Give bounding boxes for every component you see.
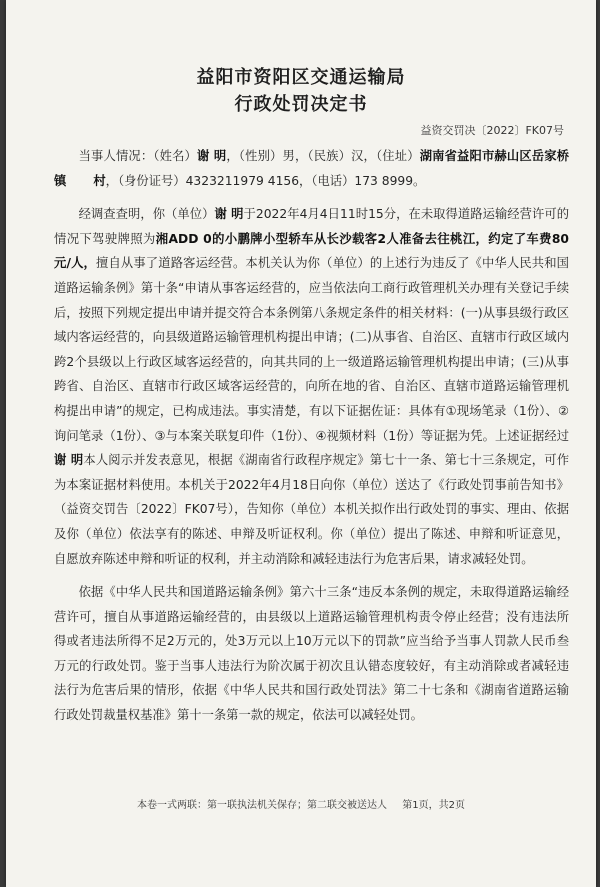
page-number: 第1页，共2页 — [402, 800, 465, 811]
party-label: 当事人情况：（姓名） — [78, 149, 198, 163]
vehicle-plate-text: 湘ADD 0的小鹏牌小型轿车从长沙载客2人准备去往桃江，约定了车费80元/人， — [54, 231, 569, 271]
investigation-text-3: 擅自从事了道路客运经营。本机关认为你（单位）的上述行为违反了《中华人民共和国道路运输条例》第十条“申请从事客运经营的，应当依法向工商行政管理机关办理有关登记手续后，按照下列规定提出申请并提交符合本条例第八条规定条件的相关材料：(一)从事县级行政区域内客运经营的，向县级道路运输管理机构提出申请；(二)从事省、自治区、直辖市行政区域内跨2个县级以上行政区域客运经营的，向其共同的上一级道路运输管理机构提出申请；(三)从事跨省、自治区、直辖市行政区域客运经营的，向所在地的省、自治区、直辖市道路运输管理机构提出申请”的规定，已构成违法。事实清楚，有以下证据佐证：具体有①现场笔录（1份）、②询问笔录（1份）、③与本案关联复印件（1份）、④视频材料（1份）等证据为凭。上述证据经过 — [54, 256, 569, 443]
legal-basis-paragraph: 依据《中华人民共和国道路运输条例》第六十三条“违反本条例的规定，未取得道路运输经营许可，擅自从事道路运输经营的，由县级以上道路运输管理机构责令停止经营；没有违法所得或者违法所得不足2万元的，处3万元以上10万元以下的罚款”应当给予当事人罚款人民币叁万元的行政处罚。鉴于当事人违法行为阶次属于初次且认错态度较好，有主动消除或者减轻违法行为危害后果的情形，依据《中华人民共和国行政处罚法》第二十七条和《湖南省道路运输行政处罚裁量权基准》第十一条第一款的规定，依法可以减轻处罚。 — [54, 585, 569, 723]
party-info-paragraph — [54, 144, 569, 193]
party-name: 谢 明 — [197, 149, 227, 163]
investigation-text-2: 于2022年4月4日11时15分，在未取得道路运输经营许可的情况下驾驶牌照为 — [54, 207, 569, 246]
party-address: 湖南省益阳市赫山区岳家桥镇 — [54, 149, 569, 188]
party-id-phone: ，（身份证号）4323211979 4156，（电话）173 8999。 — [105, 173, 426, 188]
document-type-title: 行政处罚决定书 — [234, 94, 368, 115]
document-body — [54, 144, 569, 728]
investigation-text-1: 经调查查明，你（单位） — [78, 207, 215, 222]
party-name-ref-2: 谢 明 — [54, 453, 84, 468]
copies-note: 本卷一式两联：第一联执法机关保存；第二联交被送达人 — [137, 800, 388, 811]
party-name-ref: 谢 明 — [214, 207, 244, 222]
party-address-village: 村 — [93, 173, 106, 188]
party-details: ，（性别）男，（民族）汉，（住址） — [226, 149, 420, 163]
document-page — [6, 0, 596, 887]
document-number: 益资交罚决〔2022〕FK07号 — [420, 124, 564, 137]
investigation-text-4: 本人阅示并发表意见，根据《湖南省行政程序规定》第七十一条、第七十三条规定，可作为本案证据材料使用。本机关于2022年4月18日向你（单位）送达了《行政处罚事前告知书》（益资交罚告〔2022〕FK07号），告知你（单位）本机关拟作出行政处罚的事实、理由、依据及你（单位）依法享有的陈述、申辩及听证权利。你（单位）提出了陈述、申辩和听证意见，自愿放弃陈述申辩和听证的权利，并主动消除和减轻违法行为危害后果，请求减轻处罚。 — [54, 453, 569, 566]
issuing-authority-title: 益阳市资阳区交通运输局 — [196, 67, 406, 88]
document-footer — [6, 796, 596, 811]
investigation-paragraph — [54, 202, 569, 571]
